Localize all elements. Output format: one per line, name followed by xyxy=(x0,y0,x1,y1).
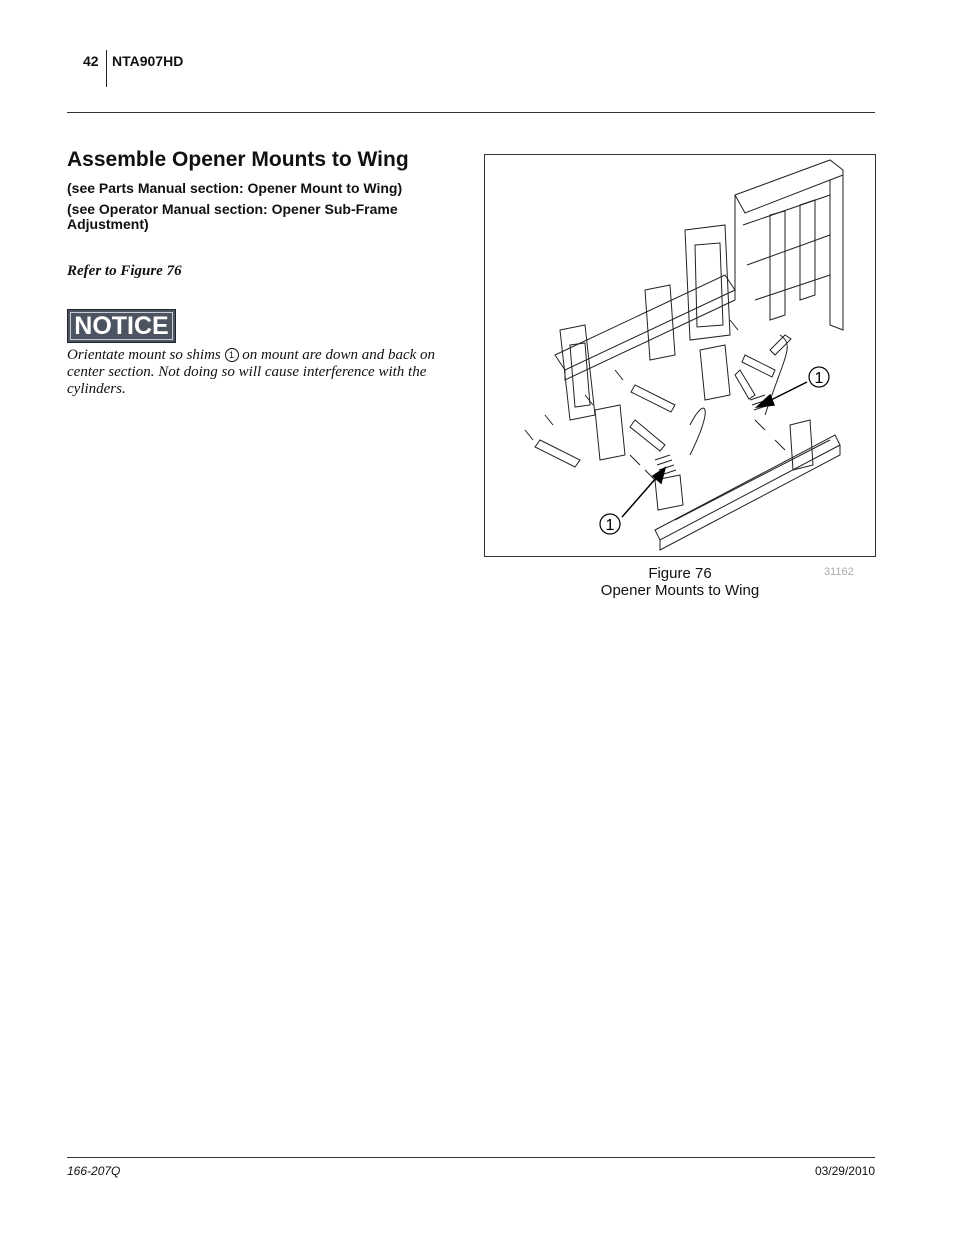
bottom-rule xyxy=(67,1157,875,1158)
header-divider xyxy=(106,50,107,87)
figure-callout-top: 1 xyxy=(814,370,824,387)
notice-text-end: on mount are down and back on center section. Not doing so will cause interference with the cylinders. xyxy=(67,347,436,397)
figure-caption-title: Opener Mounts to Wing xyxy=(600,582,760,599)
figure-caption-number: Figure 76 xyxy=(648,565,712,582)
figure-reference: Refer to Figure 76 xyxy=(67,263,182,279)
section-title: Assemble Opener Mounts to Wing xyxy=(67,148,409,171)
figure-76-illustration xyxy=(484,154,876,557)
notice-badge xyxy=(67,309,176,343)
operator-manual-reference: (see Operator Manual section: Opener Sub-Frame Adjustment) xyxy=(67,201,398,232)
opener-mount-drawing xyxy=(485,155,875,556)
figure-image-id: 31162 xyxy=(824,566,854,578)
callout-circle: 1 xyxy=(225,348,239,362)
figure-callout-bottom: 1 xyxy=(605,517,615,534)
notice-text xyxy=(67,347,453,398)
model-name: NTA907HD xyxy=(112,53,184,69)
document-date: 03/29/2010 xyxy=(814,1164,875,1178)
page-number: 42 xyxy=(83,53,99,69)
parts-manual-reference: (see Parts Manual section: Opener Mount to Wing) xyxy=(67,180,403,196)
notice-text-start: Orientate mount so shims xyxy=(67,347,221,363)
top-rule xyxy=(67,112,875,113)
document-number: 166-207Q xyxy=(67,1164,121,1178)
notice-label: NOTICE xyxy=(74,311,169,340)
